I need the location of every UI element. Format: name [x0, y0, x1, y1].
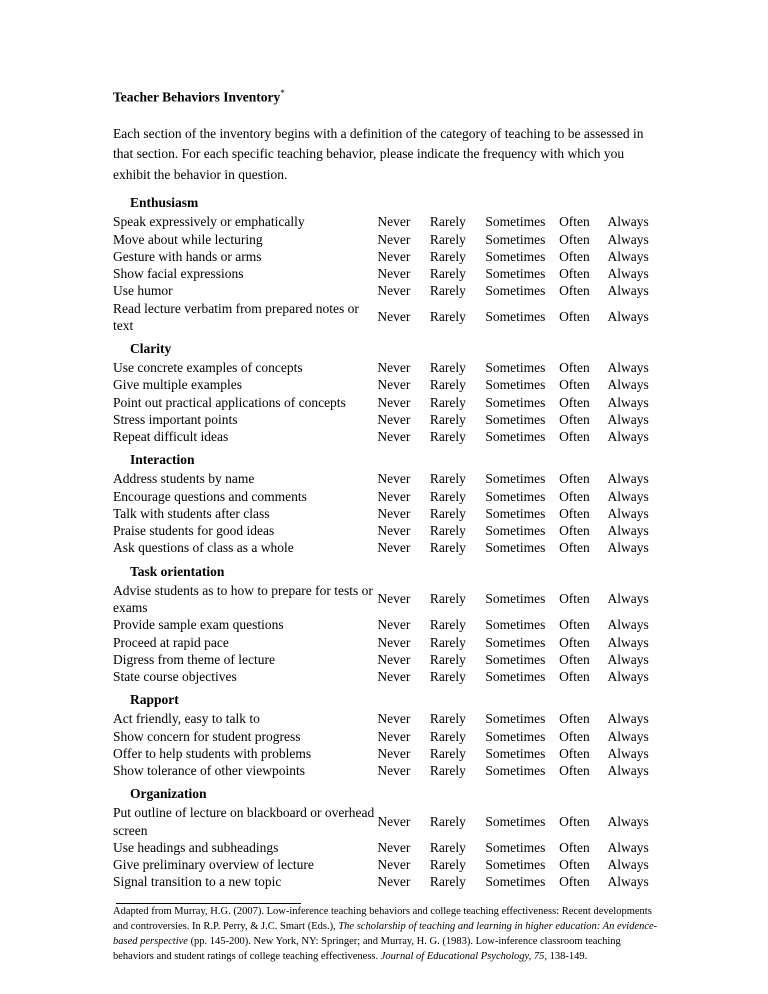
option-rarely[interactable]: Rarely	[429, 634, 466, 650]
footnote-text	[113, 905, 658, 965]
option-often[interactable]: Often	[559, 839, 590, 855]
option-always[interactable]: Always	[607, 505, 649, 521]
option-always[interactable]: Always	[607, 266, 649, 282]
option-never[interactable]: Never	[377, 360, 411, 376]
option-rarely[interactable]: Rarely	[429, 617, 466, 633]
option-sometimes[interactable]: Sometimes	[485, 591, 546, 607]
option-sometimes[interactable]: Sometimes	[485, 266, 546, 282]
option-always[interactable]: Always	[607, 377, 649, 393]
option-often[interactable]: Often	[559, 266, 590, 282]
table-row	[113, 616, 658, 633]
option-rarely[interactable]: Rarely	[429, 711, 466, 727]
section-table-interaction	[113, 470, 658, 556]
table-row	[113, 231, 658, 248]
option-always[interactable]: Always	[607, 394, 649, 410]
option-never[interactable]: Never	[377, 505, 411, 521]
option-rarely[interactable]: Rarely	[429, 266, 466, 282]
option-never[interactable]: Never	[377, 411, 411, 427]
option-often[interactable]: Often	[559, 309, 590, 325]
option-sometimes[interactable]: Sometimes	[485, 728, 546, 744]
item-label: Show concern for student progress	[113, 728, 301, 744]
option-never[interactable]: Never	[377, 763, 411, 779]
table-row	[113, 376, 658, 393]
footnote-italic-1: The scholarship of teaching and learning in higher education: An evidence-based perspective	[113, 920, 658, 947]
option-never[interactable]: Never	[377, 651, 411, 667]
option-always[interactable]: Always	[607, 411, 649, 427]
table-row	[113, 248, 658, 265]
option-never[interactable]: Never	[377, 429, 411, 445]
option-often[interactable]: Often	[559, 617, 590, 633]
item-label: Encourage questions and comments	[113, 488, 307, 504]
option-never[interactable]: Never	[377, 617, 411, 633]
option-never[interactable]: Never	[377, 309, 411, 325]
item-label: Read lecture verbatim from prepared notes or text	[113, 300, 359, 333]
option-sometimes[interactable]: Sometimes	[485, 814, 546, 830]
option-often[interactable]: Often	[559, 488, 590, 504]
footnote-divider	[116, 903, 301, 904]
option-always[interactable]: Always	[607, 857, 649, 873]
option-rarely[interactable]: Rarely	[429, 728, 466, 744]
option-never[interactable]: Never	[377, 231, 411, 247]
item-label: Show tolerance of other viewpoints	[113, 763, 305, 779]
section-heading-task-orientation: Task orientation	[130, 563, 225, 579]
item-label: Act friendly, easy to talk to	[113, 711, 260, 727]
option-rarely[interactable]: Rarely	[429, 394, 466, 410]
option-sometimes[interactable]: Sometimes	[485, 669, 546, 685]
footnote-part-3: 138-149.	[547, 950, 588, 962]
option-rarely[interactable]: Rarely	[429, 505, 466, 521]
option-sometimes[interactable]: Sometimes	[485, 711, 546, 727]
option-always[interactable]: Always	[607, 711, 649, 727]
option-never[interactable]: Never	[377, 839, 411, 855]
option-rarely[interactable]: Rarely	[429, 857, 466, 873]
option-rarely[interactable]: Rarely	[429, 814, 466, 830]
table-row	[113, 213, 658, 230]
item-label: Use humor	[113, 283, 173, 299]
option-always[interactable]: Always	[607, 745, 649, 761]
table-row	[113, 539, 658, 556]
section-table-clarity	[113, 359, 658, 445]
footnote-italic-2: Journal of Educational Psychology, 75,	[380, 950, 547, 962]
option-often[interactable]: Often	[559, 745, 590, 761]
item-label: Put outline of lecture on blackboard or overhead screen	[113, 805, 375, 838]
option-sometimes[interactable]: Sometimes	[485, 874, 546, 890]
option-often[interactable]: Often	[559, 763, 590, 779]
item-label: Use headings and subheadings	[113, 839, 279, 855]
table-row	[113, 359, 658, 376]
option-always[interactable]: Always	[607, 231, 649, 247]
table-row	[113, 394, 658, 411]
table-row	[113, 651, 658, 668]
table-row	[113, 470, 658, 487]
table-row	[113, 839, 658, 856]
table-row	[113, 804, 658, 839]
option-always[interactable]: Always	[607, 540, 649, 556]
option-rarely[interactable]: Rarely	[429, 248, 466, 264]
section-table-enthusiasm	[113, 213, 658, 334]
option-always[interactable]: Always	[607, 309, 649, 325]
option-often[interactable]: Often	[559, 505, 590, 521]
option-rarely[interactable]: Rarely	[429, 745, 466, 761]
option-never[interactable]: Never	[377, 266, 411, 282]
item-label: Use concrete examples of concepts	[113, 360, 303, 376]
item-label: Offer to help students with problems	[113, 745, 312, 761]
option-often[interactable]: Often	[559, 669, 590, 685]
option-always[interactable]: Always	[607, 591, 649, 607]
option-often[interactable]: Often	[559, 728, 590, 744]
option-rarely[interactable]: Rarely	[429, 651, 466, 667]
option-never[interactable]: Never	[377, 591, 411, 607]
page-title	[113, 88, 658, 106]
item-label: Give multiple examples	[113, 377, 242, 393]
option-always[interactable]: Always	[607, 763, 649, 779]
item-label: Gesture with hands or arms	[113, 248, 262, 264]
table-row	[113, 488, 658, 505]
option-often[interactable]: Often	[559, 248, 590, 264]
option-always[interactable]: Always	[607, 429, 649, 445]
option-never[interactable]: Never	[377, 874, 411, 890]
option-sometimes[interactable]: Sometimes	[485, 763, 546, 779]
option-always[interactable]: Always	[607, 360, 649, 376]
option-sometimes[interactable]: Sometimes	[485, 248, 546, 264]
option-often[interactable]: Often	[559, 214, 590, 230]
option-always[interactable]: Always	[607, 814, 649, 830]
option-never[interactable]: Never	[377, 634, 411, 650]
section-heading-enthusiasm: Enthusiasm	[130, 195, 199, 211]
option-rarely[interactable]: Rarely	[429, 471, 466, 487]
option-always[interactable]: Always	[607, 488, 649, 504]
option-rarely[interactable]: Rarely	[429, 411, 466, 427]
option-sometimes[interactable]: Sometimes	[485, 429, 546, 445]
option-often[interactable]: Often	[559, 429, 590, 445]
option-rarely[interactable]: Rarely	[429, 540, 466, 556]
option-never[interactable]: Never	[377, 728, 411, 744]
option-always[interactable]: Always	[607, 874, 649, 890]
option-often[interactable]: Often	[559, 814, 590, 830]
option-often[interactable]: Often	[559, 471, 590, 487]
option-sometimes[interactable]: Sometimes	[485, 505, 546, 521]
option-never[interactable]: Never	[377, 488, 411, 504]
item-label: Point out practical applications of concepts	[113, 394, 346, 410]
footnote-part-1: Adapted from Murray, H.G. (2007). Low-inference teaching behaviors and college teaching effectiveness: Recent developments and controversies. In R.P. Perry, & J.C. Smart (Eds.),	[113, 906, 652, 932]
option-never[interactable]: Never	[377, 523, 411, 539]
option-rarely[interactable]: Rarely	[429, 377, 466, 393]
option-always[interactable]: Always	[607, 523, 649, 539]
option-always[interactable]: Always	[607, 248, 649, 264]
table-row	[113, 428, 658, 445]
option-sometimes[interactable]: Sometimes	[485, 523, 546, 539]
intro-paragraph: Each section of the inventory begins with a definition of the category of teaching to be assessed in that section. For each specific teaching behavior, please indicate the frequency with which you exhibit the behavior in question.	[113, 125, 644, 182]
section-table-task-orientation	[113, 582, 658, 686]
footnote-part-2: (pp. 145-200). New York, NY: Springer; and Murray, H. G. (1983). Low-inference classroom teaching behaviors and student ratings of college teaching effectiveness.	[113, 935, 621, 962]
option-often[interactable]: Often	[559, 874, 590, 890]
table-row	[113, 411, 658, 428]
option-never[interactable]: Never	[377, 540, 411, 556]
option-always[interactable]: Always	[607, 634, 649, 650]
option-rarely[interactable]: Rarely	[429, 309, 466, 325]
option-always[interactable]: Always	[607, 471, 649, 487]
item-label: State course objectives	[113, 669, 237, 685]
document-body	[113, 88, 658, 904]
option-sometimes[interactable]: Sometimes	[485, 634, 546, 650]
table-row	[113, 505, 658, 522]
item-label: Repeat difficult ideas	[113, 429, 229, 445]
option-never[interactable]: Never	[377, 814, 411, 830]
option-always[interactable]: Always	[607, 839, 649, 855]
option-often[interactable]: Often	[559, 411, 590, 427]
table-row	[113, 668, 658, 685]
option-rarely[interactable]: Rarely	[429, 763, 466, 779]
table-row	[113, 282, 658, 299]
item-label: Signal transition to a new topic	[113, 874, 282, 890]
table-row	[113, 745, 658, 762]
option-sometimes[interactable]: Sometimes	[485, 377, 546, 393]
option-rarely[interactable]: Rarely	[429, 214, 466, 230]
table-row	[113, 582, 658, 617]
option-sometimes[interactable]: Sometimes	[485, 488, 546, 504]
option-sometimes[interactable]: Sometimes	[485, 214, 546, 230]
table-row	[113, 300, 658, 335]
option-never[interactable]: Never	[377, 394, 411, 410]
option-sometimes[interactable]: Sometimes	[485, 617, 546, 633]
option-rarely[interactable]: Rarely	[429, 488, 466, 504]
option-often[interactable]: Often	[559, 651, 590, 667]
option-sometimes[interactable]: Sometimes	[485, 360, 546, 376]
item-label: Advise students as to how to prepare for tests or exams	[113, 582, 373, 616]
option-never[interactable]: Never	[377, 669, 411, 685]
option-rarely[interactable]: Rarely	[429, 231, 466, 247]
option-sometimes[interactable]: Sometimes	[485, 411, 546, 427]
option-sometimes[interactable]: Sometimes	[485, 540, 546, 556]
option-sometimes[interactable]: Sometimes	[485, 651, 546, 667]
title-footnote-marker: *	[280, 88, 285, 98]
item-label: Provide sample exam questions	[113, 617, 284, 633]
item-label: Address students by name	[113, 471, 255, 487]
section-table-organization	[113, 804, 658, 890]
option-rarely[interactable]: Rarely	[429, 429, 466, 445]
table-row	[113, 856, 658, 873]
option-never[interactable]: Never	[377, 283, 411, 299]
option-never[interactable]: Never	[377, 377, 411, 393]
option-sometimes[interactable]: Sometimes	[485, 857, 546, 873]
option-always[interactable]: Always	[607, 728, 649, 744]
option-rarely[interactable]: Rarely	[429, 591, 466, 607]
table-row	[113, 762, 658, 779]
option-often[interactable]: Often	[559, 360, 590, 376]
item-label: Digress from theme of lecture	[113, 651, 275, 667]
option-rarely[interactable]: Rarely	[429, 874, 466, 890]
section-heading-clarity: Clarity	[130, 341, 172, 357]
option-often[interactable]: Often	[559, 591, 590, 607]
option-never[interactable]: Never	[377, 745, 411, 761]
option-sometimes[interactable]: Sometimes	[485, 471, 546, 487]
option-never[interactable]: Never	[377, 214, 411, 230]
option-often[interactable]: Often	[559, 377, 590, 393]
option-always[interactable]: Always	[607, 283, 649, 299]
section-heading-organization: Organization	[130, 786, 207, 802]
option-sometimes[interactable]: Sometimes	[485, 309, 546, 325]
option-often[interactable]: Often	[559, 231, 590, 247]
item-label: Proceed at rapid pace	[113, 634, 229, 650]
table-row	[113, 522, 658, 539]
option-never[interactable]: Never	[377, 471, 411, 487]
option-sometimes[interactable]: Sometimes	[485, 745, 546, 761]
option-often[interactable]: Often	[559, 523, 590, 539]
item-label: Praise students for good ideas	[113, 523, 275, 539]
option-rarely[interactable]: Rarely	[429, 283, 466, 299]
option-rarely[interactable]: Rarely	[429, 360, 466, 376]
table-row	[113, 873, 658, 890]
item-label: Talk with students after class	[113, 505, 270, 521]
option-always[interactable]: Always	[607, 651, 649, 667]
option-never[interactable]: Never	[377, 711, 411, 727]
section-heading-rapport: Rapport	[130, 692, 179, 708]
item-label: Show facial expressions	[113, 266, 244, 282]
option-never[interactable]: Never	[377, 857, 411, 873]
option-always[interactable]: Always	[607, 669, 649, 685]
item-label: Stress important points	[113, 411, 238, 427]
option-always[interactable]: Always	[607, 214, 649, 230]
option-often[interactable]: Often	[559, 283, 590, 299]
item-label: Give preliminary overview of lecture	[113, 857, 314, 873]
item-label: Move about while lecturing	[113, 231, 263, 247]
option-rarely[interactable]: Rarely	[429, 839, 466, 855]
option-often[interactable]: Often	[559, 394, 590, 410]
option-sometimes[interactable]: Sometimes	[485, 231, 546, 247]
page-title-text: Teacher Behaviors Inventory	[113, 89, 281, 105]
section-table-rapport	[113, 710, 658, 779]
option-often[interactable]: Often	[559, 711, 590, 727]
table-row	[113, 634, 658, 651]
option-never[interactable]: Never	[377, 248, 411, 264]
option-sometimes[interactable]: Sometimes	[485, 283, 546, 299]
item-label: Ask questions of class as a whole	[113, 540, 294, 556]
table-row	[113, 728, 658, 745]
option-often[interactable]: Often	[559, 857, 590, 873]
option-often[interactable]: Often	[559, 634, 590, 650]
item-label: Speak expressively or emphatically	[113, 214, 305, 230]
option-rarely[interactable]: Rarely	[429, 669, 466, 685]
table-row	[113, 710, 658, 727]
option-rarely[interactable]: Rarely	[429, 523, 466, 539]
option-sometimes[interactable]: Sometimes	[485, 394, 546, 410]
table-row	[113, 265, 658, 282]
option-often[interactable]: Often	[559, 540, 590, 556]
section-heading-interaction: Interaction	[130, 452, 195, 468]
option-always[interactable]: Always	[607, 617, 649, 633]
option-sometimes[interactable]: Sometimes	[485, 839, 546, 855]
